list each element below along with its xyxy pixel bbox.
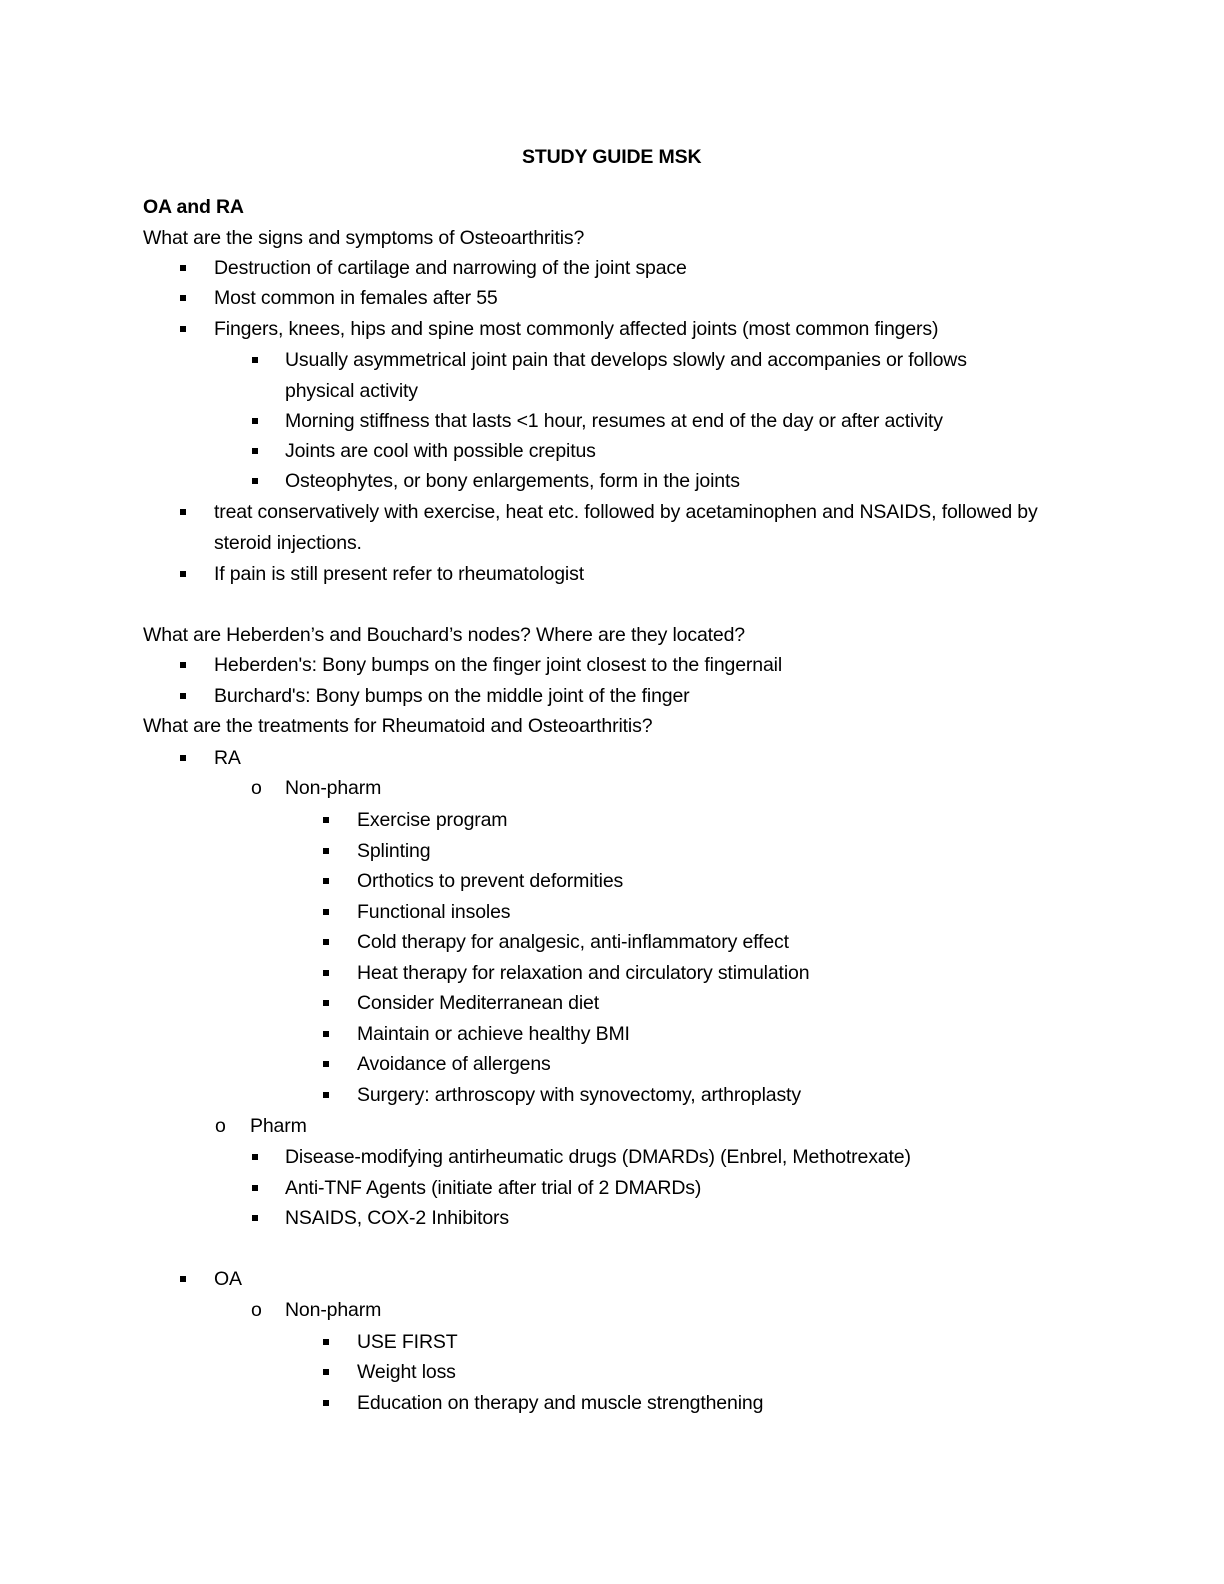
- bullet-marker: [252, 448, 258, 454]
- circle-bullet: o: [251, 1299, 262, 1321]
- bullet-marker: [180, 755, 186, 761]
- bullet-marker: [323, 1000, 329, 1006]
- bullet-marker: [323, 848, 329, 854]
- circle-bullet: o: [251, 777, 262, 799]
- bullet-marker: [323, 909, 329, 915]
- list-item: Fingers, knees, hips and spine most commonly affected joints (most common fingers): [214, 318, 939, 340]
- bullet-marker: [180, 509, 186, 515]
- list-item: Cold therapy for analgesic, anti-inflammatory effect: [357, 931, 789, 953]
- list-item: Joints are cool with possible crepitus: [285, 440, 596, 462]
- oa-label: OA: [214, 1268, 242, 1290]
- bullet-marker: [252, 1215, 258, 1221]
- list-item: Splinting: [357, 840, 431, 862]
- bullet-marker: [323, 1400, 329, 1406]
- list-item: Osteophytes, or bony enlargements, form in the joints: [285, 470, 740, 492]
- bullet-marker: [323, 1061, 329, 1067]
- ra-pharm-label: Pharm: [250, 1115, 307, 1137]
- list-item: treat conservatively with exercise, heat etc. followed by acetaminophen and NSAIDS, followed by: [214, 501, 1038, 523]
- list-item: Orthotics to prevent deformities: [357, 870, 624, 892]
- bullet-marker: [323, 878, 329, 884]
- bullet-marker: [252, 418, 258, 424]
- bullet-marker: [252, 357, 258, 363]
- list-item: If pain is still present refer to rheumatologist: [214, 563, 584, 585]
- bullet-marker: [180, 265, 186, 271]
- list-item: USE FIRST: [357, 1331, 458, 1353]
- bullet-marker: [180, 295, 186, 301]
- list-item: Burchard's: Bony bumps on the middle joint of the finger: [214, 685, 690, 707]
- bullet-marker: [323, 939, 329, 945]
- list-item: Maintain or achieve healthy BMI: [357, 1023, 630, 1045]
- question-osteoarthritis-symptoms: What are the signs and symptoms of Osteoarthritis?: [143, 227, 585, 249]
- oa-nonpharm-label: Non-pharm: [285, 1299, 382, 1321]
- bullet-marker: [252, 478, 258, 484]
- bullet-marker: [323, 970, 329, 976]
- list-item: Surgery: arthroscopy with synovectomy, arthroplasty: [357, 1084, 801, 1106]
- list-item: Destruction of cartilage and narrowing of the joint space: [214, 257, 687, 279]
- bullet-marker: [252, 1185, 258, 1191]
- circle-bullet: o: [215, 1115, 226, 1137]
- bullet-marker: [323, 1092, 329, 1098]
- list-item: Exercise program: [357, 809, 508, 831]
- list-item: Functional insoles: [357, 901, 511, 923]
- list-item: Heat therapy for relaxation and circulatory stimulation: [357, 962, 810, 984]
- list-item: Consider Mediterranean diet: [357, 992, 600, 1014]
- bullet-marker: [252, 1154, 258, 1160]
- bullet-marker: [180, 1276, 186, 1282]
- list-item: Education on therapy and muscle strengthening: [357, 1392, 764, 1414]
- list-item: Avoidance of allergens: [357, 1053, 551, 1075]
- bullet-marker: [323, 1339, 329, 1345]
- list-item-continuation: physical activity: [285, 380, 418, 402]
- list-item-continuation: steroid injections.: [214, 532, 362, 554]
- list-item: Heberden's: Bony bumps on the finger joint closest to the fingernail: [214, 654, 783, 676]
- list-item: Usually asymmetrical joint pain that develops slowly and accompanies or follows: [285, 349, 967, 371]
- question-nodes: What are Heberden’s and Bouchard’s nodes? Where are they located?: [143, 624, 745, 646]
- question-treatments: What are the treatments for Rheumatoid and Osteoarthritis?: [143, 715, 653, 737]
- document-title: STUDY GUIDE MSK: [522, 146, 702, 168]
- ra-nonpharm-label: Non-pharm: [285, 777, 382, 799]
- list-item: NSAIDS, COX-2 Inhibitors: [285, 1207, 509, 1229]
- bullet-marker: [180, 662, 186, 668]
- bullet-marker: [180, 571, 186, 577]
- section-heading: OA and RA: [143, 196, 244, 218]
- ra-label: RA: [214, 747, 241, 769]
- bullet-marker: [323, 1031, 329, 1037]
- list-item: Anti-TNF Agents (initiate after trial of 2 DMARDs): [285, 1177, 702, 1199]
- list-item: Most common in females after 55: [214, 287, 498, 309]
- list-item: Morning stiffness that lasts <1 hour, resumes at end of the day or after activity: [285, 410, 943, 432]
- list-item: Disease-modifying antirheumatic drugs (DMARDs) (Enbrel, Methotrexate): [285, 1146, 911, 1168]
- list-item: Weight loss: [357, 1361, 456, 1383]
- bullet-marker: [323, 817, 329, 823]
- bullet-marker: [180, 693, 186, 699]
- bullet-marker: [180, 326, 186, 332]
- bullet-marker: [323, 1369, 329, 1375]
